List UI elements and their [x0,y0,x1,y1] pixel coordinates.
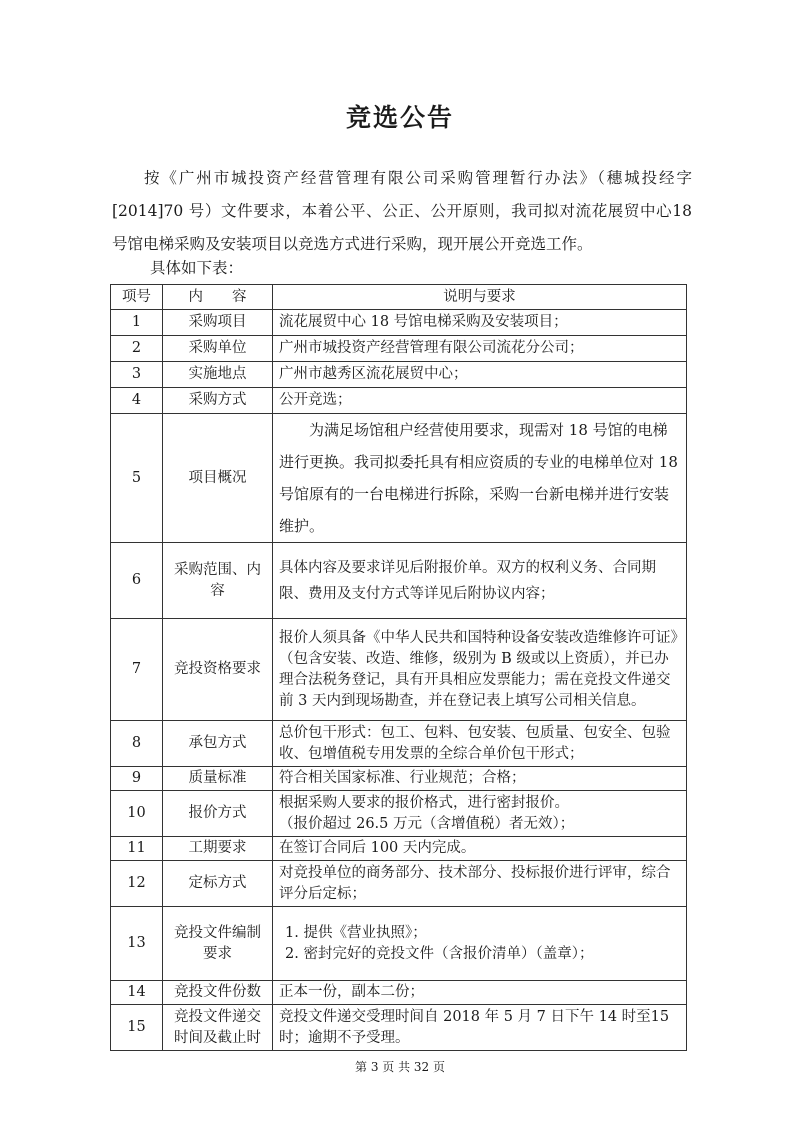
table-row [111,362,687,388]
row-number: 5 [111,414,163,543]
requirement-line-2: 2. 密封完好的竞投文件（含报价清单）（盖章）； [285,945,594,962]
table-lead-text: 具体如下表： [150,259,244,277]
table-row [111,861,687,907]
row-description: 总价包干形式：包工、包料、包安装、包质量、包安全、包验收、包增值税专用发票的全综合单价包干形式； [273,721,687,767]
row-description: 广州市城投资产经营管理有限公司流花分公司； [273,336,687,362]
row-number: 3 [111,362,163,388]
table-row [111,791,687,837]
table-row [111,543,687,619]
row-item: 质量标准 [163,767,273,791]
row-item: 项目概况 [163,414,273,543]
table-row [111,388,687,414]
row-number: 1 [111,310,163,336]
table-row [111,414,687,543]
row-item: 采购单位 [163,336,273,362]
table-row [111,1005,687,1051]
row-description: 在签订合同后 100 天内完成。 [273,837,687,861]
row-description: 流花展贸中心 18 号馆电梯采购及安装项目； [273,310,687,336]
quote-limit-text: （报价超过 26.5 万元（含增值税）者无效）； [279,815,575,832]
row-description: 正本一份，副本二份； [273,981,687,1005]
row-item: 承包方式 [163,721,273,767]
row-item: 采购项目 [163,310,273,336]
table-row [111,907,687,981]
intro-paragraph: 按《广州市城投资产经营管理有限公司采购管理暂行办法》（穗城投经字[2014]70 号）文件要求，本着公平、公正、公开原则，我司拟对流花展贸中心18 号馆电梯采购及安装项目以竞选方式进行采购，现开展公开竞选工作。 [112,169,692,253]
row-number: 6 [111,543,163,619]
row-description: 为满足场馆租户经营使用要求，现需对 18 号馆的电梯进行更换。我司拟委托具有相应资质的专业的电梯单位对 18 号馆原有的一台电梯进行拆除，采购一台新电梯并进行安装维护。 [273,414,687,543]
row-number: 7 [111,619,163,721]
row-number: 11 [111,837,163,861]
page-title: 竞选公告 [345,103,454,132]
row-number: 12 [111,861,163,907]
table-header-row [111,285,687,310]
row-item: 竞投资格要求 [163,619,273,721]
table-row [111,721,687,767]
row-number: 10 [111,791,163,837]
row-item: 竞投文件递交时间及截止时 [163,1005,273,1051]
row-item: 定标方式 [163,861,273,907]
table-row [111,619,687,721]
header-description: 说明与要求 [273,285,687,310]
requirements-table [110,284,687,1051]
row-number: 8 [111,721,163,767]
row-item: 报价方式 [163,791,273,837]
table-row [111,336,687,362]
table-row [111,767,687,791]
table-row [111,981,687,1005]
row-item: 采购范围、内容 [163,543,273,619]
header-content: 内 容 [163,285,273,310]
row-description [273,907,687,981]
row-description: 广州市越秀区流花展贸中心； [273,362,687,388]
row-item: 实施地点 [163,362,273,388]
row-description: 报价人须具备《中华人民共和国特种设备安装改造维修许可证》（包含安装、改造、维修，级别为 B 级或以上资质），并已办理合法税务登记，具有开具相应发票能力；需在竞投文件递交前 3 天内到现场勘查，并在登记表上填写公司相关信息。 [273,619,687,721]
row-number: 2 [111,336,163,362]
requirement-line-1: 1. 提供《营业执照》； [285,924,427,941]
row-description: 公开竞选； [273,388,687,414]
row-description: 竞投文件递交受理时间自 2018 年 5 月 7 日下午 14 时至15 时；逾期不予受理。 [273,1005,687,1051]
page-footer: 第 3 页 共 32 页 [355,1060,445,1074]
row-description [273,791,687,837]
row-description: 对竞投单位的商务部分、技术部分、投标报价进行评审，综合评分后定标； [273,861,687,907]
table-row [111,837,687,861]
row-item: 竞投文件份数 [163,981,273,1005]
row-item: 采购方式 [163,388,273,414]
header-number: 项号 [111,285,163,310]
requirements-table-container [110,284,686,1051]
table-row [111,310,687,336]
row-description: 具体内容及要求详见后附报价单。双方的权利义务、合同期限、费用及支付方式等详见后附协议内容； [273,543,687,619]
row-number: 13 [111,907,163,981]
row-description: 符合相关国家标准、行业规范；合格； [273,767,687,791]
row-number: 4 [111,388,163,414]
row-item: 工期要求 [163,837,273,861]
quote-method-text: 根据采购人要求的报价格式，进行密封报价。 [279,794,569,811]
row-number: 14 [111,981,163,1005]
row-item: 竞投文件编制要求 [163,907,273,981]
row-number: 9 [111,767,163,791]
row-number: 15 [111,1005,163,1051]
